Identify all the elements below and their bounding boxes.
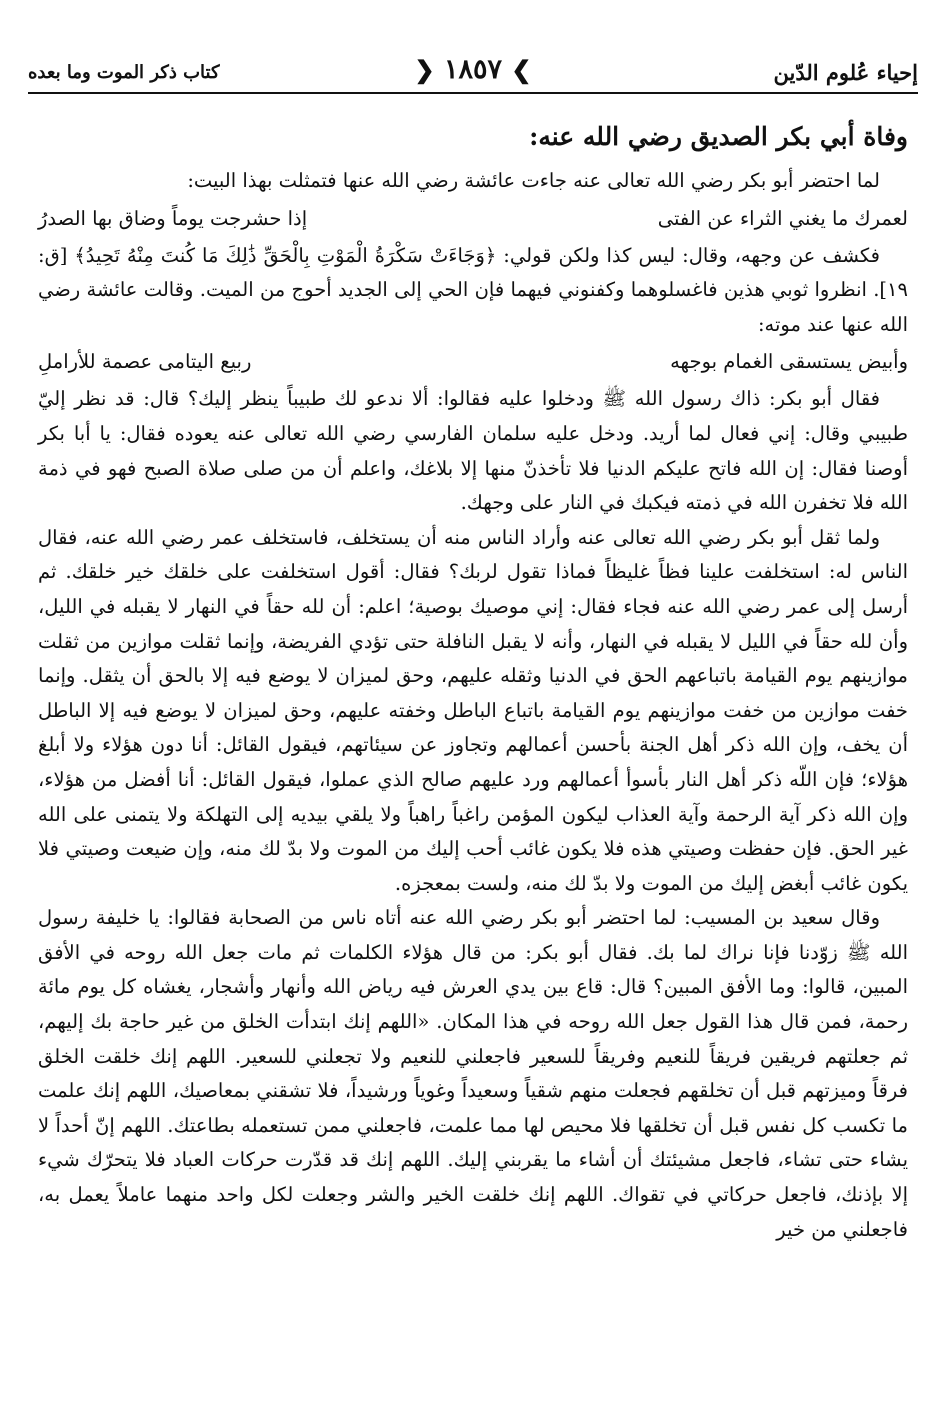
verse-1-first-hemistich: لعمرك ما يغني الثراء عن الفتى (657, 206, 908, 230)
paragraph-1: لما احتضر أبو بكر رضي الله تعالى عنه جاءت عائشة رضي الله عنها فتمثلت بهذا البيت: (187, 169, 880, 192)
ornament-right-icon: ❯ (511, 55, 532, 84)
ornament-left-icon: ❮ (414, 55, 435, 84)
page-header (28, 52, 918, 92)
page-number: ١٨٥٧ (443, 54, 503, 85)
paragraph-5: وقال سعيد بن المسيب: لما احتضر أبو بكر رضي الله عنه أتاه ناس من الصحابة فقالوا: يا خليفة رسول الله ﷺ زوّدنا فإنا نراك لما بك. فقال أبو بكر: من قال هؤلاء الكلمات ثم مات جعل الله روحه في الأفق المبين، قالوا: وما الأفق المبين؟ قال: قاع بين يدي العرش فيه رياض الله وأنهار وأشجار، يغشاه كل يوم مائة رحمة، فمن قال هذا القول جعل الله روحه في هذا المكان. «اللهم إنك ابتدأت الخلق من غير حاجة بك إليهم، ثم جعلتهم فريقين فريقاً للنعيم وفريقاً للسعير فاجعلني للنعيم ولا تجعلني للسعير. اللهم إنك خلقت الخلق فرقاً وميزتهم قبل أن تخلقهم فجعلت منهم شقياً وسعيداً وغوياً ورشيداً، فلا تشقني بمعاصيك، اللهم إنك علمت ما تكسب كل نفس قبل أن تخلقها فلا محيص لها مما علمت، فاجعلني ممن تستعمله بطاعتك. اللهم إنّ أحداً لا يشاء حتى تشاء، فاجعل مشيئتك أن أشاء ما يقربني إليك. اللهم إنك قد قدّرت حركات العباد فلا يتحرّك شيء إلا بإذنك، فاجعل حركاتي في تقواك. اللهم إنك خلقت الخير والشر وجعلت لكل واحد منهما عاملاً يعمل به، فاجعلني من خير (38, 906, 908, 1241)
verse-2-second-hemistich: ربيع اليتامى عصمة للأراملِ (38, 350, 252, 374)
page-number-block (414, 54, 531, 85)
verse-1-second-hemistich: إذا حشرجت يوماً وضاق بها الصدرُ (38, 206, 308, 230)
paragraph-2: فكشف عن وجهه، وقال: ليس كذا ولكن قولي: ﴿وَجَاءَتْ سَكْرَةُ الْمَوْتِ بِالْحَقِّ ذَٰلِكَ مَا كُنتَ مِنْهُ تَحِيدُ﴾ [ق: ١٩]. انظروا ثوبي هذين فاغسلوهما وكفنوني فيهما فإن الحي إلى الجديد أحوج من الميت. وقالت عائشة رضي الله عنها عند موته: (38, 243, 908, 336)
page-body (38, 108, 908, 1247)
paragraph-3: فقال أبو بكر: ذاك رسول الله ﷺ ودخلوا عليه فقالوا: ألا ندعو لك طبيباً ينظر إليك؟ قال: قد نظر إليّ طبيبي وقال: إني فعال لما أريد. ودخل عليه سلمان الفارسي رضي الله تعالى عنه يعوده فقال: يا أبا بكر أوصنا فقال: إن الله فاتح عليكم الدنيا فلا تأخذنّ منها إلا بلاغك، واعلم أن من صلى صلاة الصبح فهو في ذمة الله فلا تخفرن الله في ذمته فيكبك في النار على وجهك. (38, 387, 908, 515)
chapter-title: كتاب ذكر الموت وما بعده (28, 62, 220, 83)
section-heading: وفاة أبي بكر الصديق رضي الله عنه: (529, 122, 908, 151)
book-title: إحياء عُلوم الدّين (773, 60, 918, 85)
verse-1 (38, 199, 908, 239)
header-divider (28, 92, 918, 94)
verse-2-first-hemistich: وأبيض يستسقى الغمام بوجهه (670, 350, 908, 374)
verse-2 (38, 342, 908, 382)
paragraph-4: ولما ثقل أبو بكر رضي الله تعالى عنه وأراد الناس منه أن يستخلف، فاستخلف عمر رضي الله عنه، فقال الناس له: استخلفت علينا فظاً غليظاً فماذا تقول لربك؟ فقال: أقول استخلفت على خلقك خير خلقك. ثم أرسل إلى عمر رضي الله عنه فجاء فقال: إني موصيك بوصية؛ اعلم: أن لله حقاً في النهار لا يقبله في الليل، وأن لله حقاً في الليل لا يقبله في النهار، وأنه لا يقبل النافلة حتى تؤدي الفريضة، وإنما ثقلت موازين من ثقلت موازينهم يوم القيامة باتباعهم الحق في الدنيا وثقله عليهم، وحق لميزان لا يوضع فيه إلا بالحق أن يثقل. وإنما خفت موازين من خفت موازينهم يوم القيامة باتباع الباطل وخفته عليهم، وحق لميزان لا يوضع فيه إلا الباطل أن يخف، وإن الله ذكر أهل الجنة بأحسن أعمالهم وتجاوز عن سيئاتهم، فيقول القائل: أنا دون هؤلاء ولا أبلغ هؤلاء؛ فإن اللّه ذكر أهل النار بأسوأ أعمالهم ورد عليهم صالح الذي عملوا، فيقول القائل: أنا أفضل من هؤلاء، وإن الله ذكر آية الرحمة وآية العذاب ليكون المؤمن راغباً راهباً ولا يلقي بيديه إلى التهلكة ولا يتمنى على الله غير الحق. فإن حفظت وصيتي هذه فلا يكون غائب أحب إليك من الموت ولا بدّ لك منه، وإن ضيعت وصيتي فلا يكون غائب أبغض إليك من الموت ولا بدّ لك منه، ولست بمعجزه. (38, 525, 908, 895)
